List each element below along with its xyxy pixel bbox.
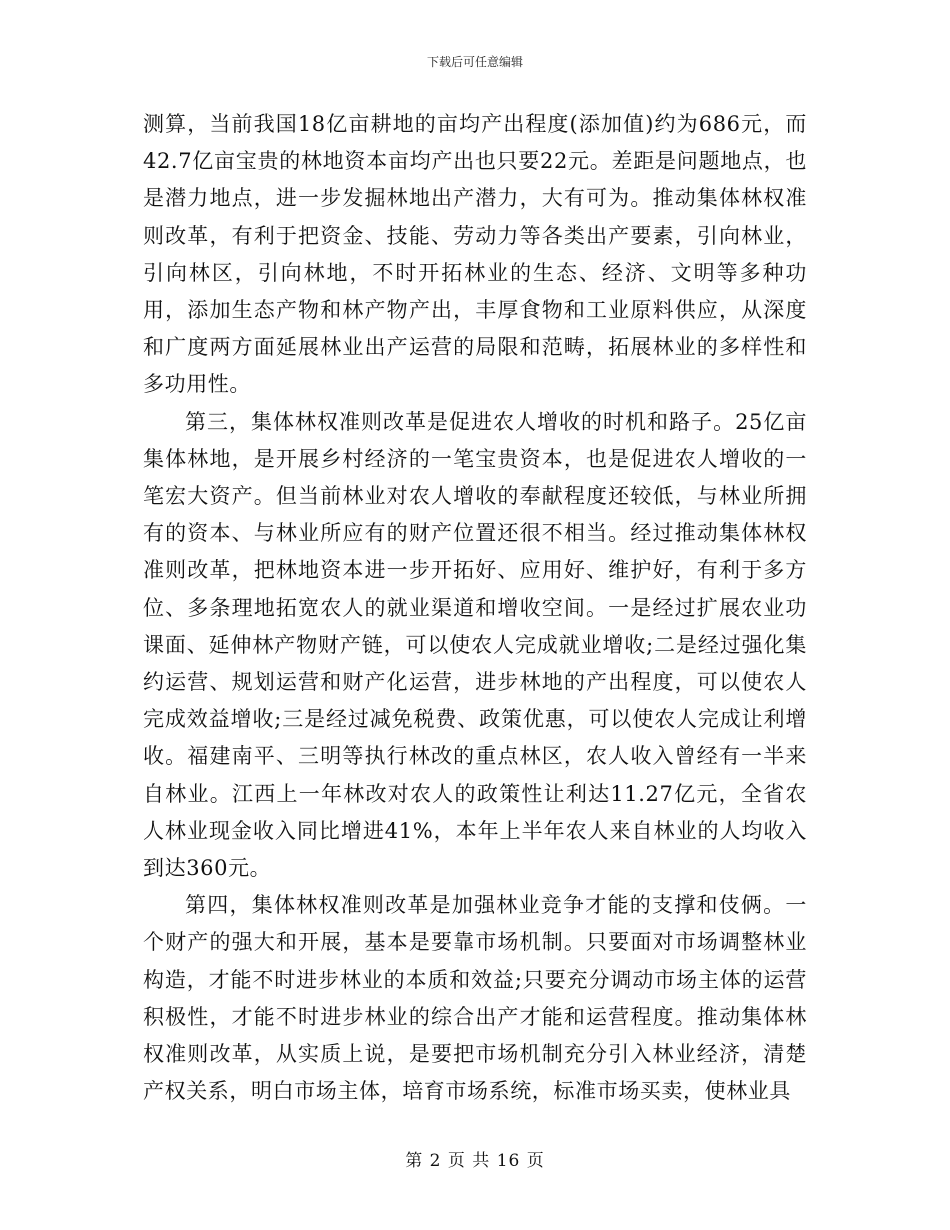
paragraph-continuation: 测算，当前我国18亿亩耕地的亩均产出程度(添加值)约为686元，而42.7亿亩宝贵的林地资本亩均产出也只要22元。差距是问题地点，也是潜力地点，进一步发掘林地出产潜力，大有可为。推动集体林权准则改革，有利于把资金、技能、劳动力等各类出产要素，引向林业，引向林区，引向林地，不时开拓林业的生态、经济、文明等多种功用，添加生态产物和林产物产出，丰厚食物和工业原料供应，从深度和广度两方面延展林业出产运营的局限和范畴，拓展林业的多样性和多功用性。 (143, 112, 807, 397)
page-header: 下载后可任意编辑 (426, 55, 523, 69)
paragraph-third-point: 第三，集体林权准则改革是促进农人增收的时机和路子。25亿亩集体林地，是开展乡村经济的一笔宝贵资本，也是促进农人增收的一笔宏大资产。但当前林业对农人增收的奉献程度还较低，与林业所拥有的资本、与林业所应有的财产位置还很不相当。经过推动集体林权准则改革，把林地资本进一步开拓好、应用好、维护好，有利于多方位、多条理地拓宽农人的就业渠道和增收空间。一是经过扩展农业功课面、延伸林产物财产链，可以使农人完成就业增收;二是经过强化集约运营、规划运营和财产化运营，进步林地的产出程度，可以使农人完成效益增收;三是经过减免税费、政策优惠，可以使农人完成让利增收。福建南平、三明等执行林改的重点林区，农人收入曾经有一半来自林业。江西上一年林改对农人的政策性让利达11.27亿元，全省农人林业现金收入同比增进41%，本年上半年农人来自林业的人均收入到达360元。 (143, 409, 807, 881)
document-body (143, 106, 807, 1110)
page-number-footer: 第 2 页 共 16 页 (405, 1151, 545, 1171)
paragraph-fourth-point: 第四，集体林权准则改革是加强林业竞争才能的支撑和伎俩。一个财产的强大和开展，基本是要靠市场机制。只要面对市场调整林业构造，才能不时进步林业的本质和效益;只要充分调动市场主体的运营积极性，才能不时进步林业的综合出产才能和运营程度。推动集体林权准则改革，从实质上说，是要把市场机制充分引入林业经济，清楚产权关系，明白市场主体，培育市场系统，标准市场买卖，使林业具 (143, 893, 807, 1104)
